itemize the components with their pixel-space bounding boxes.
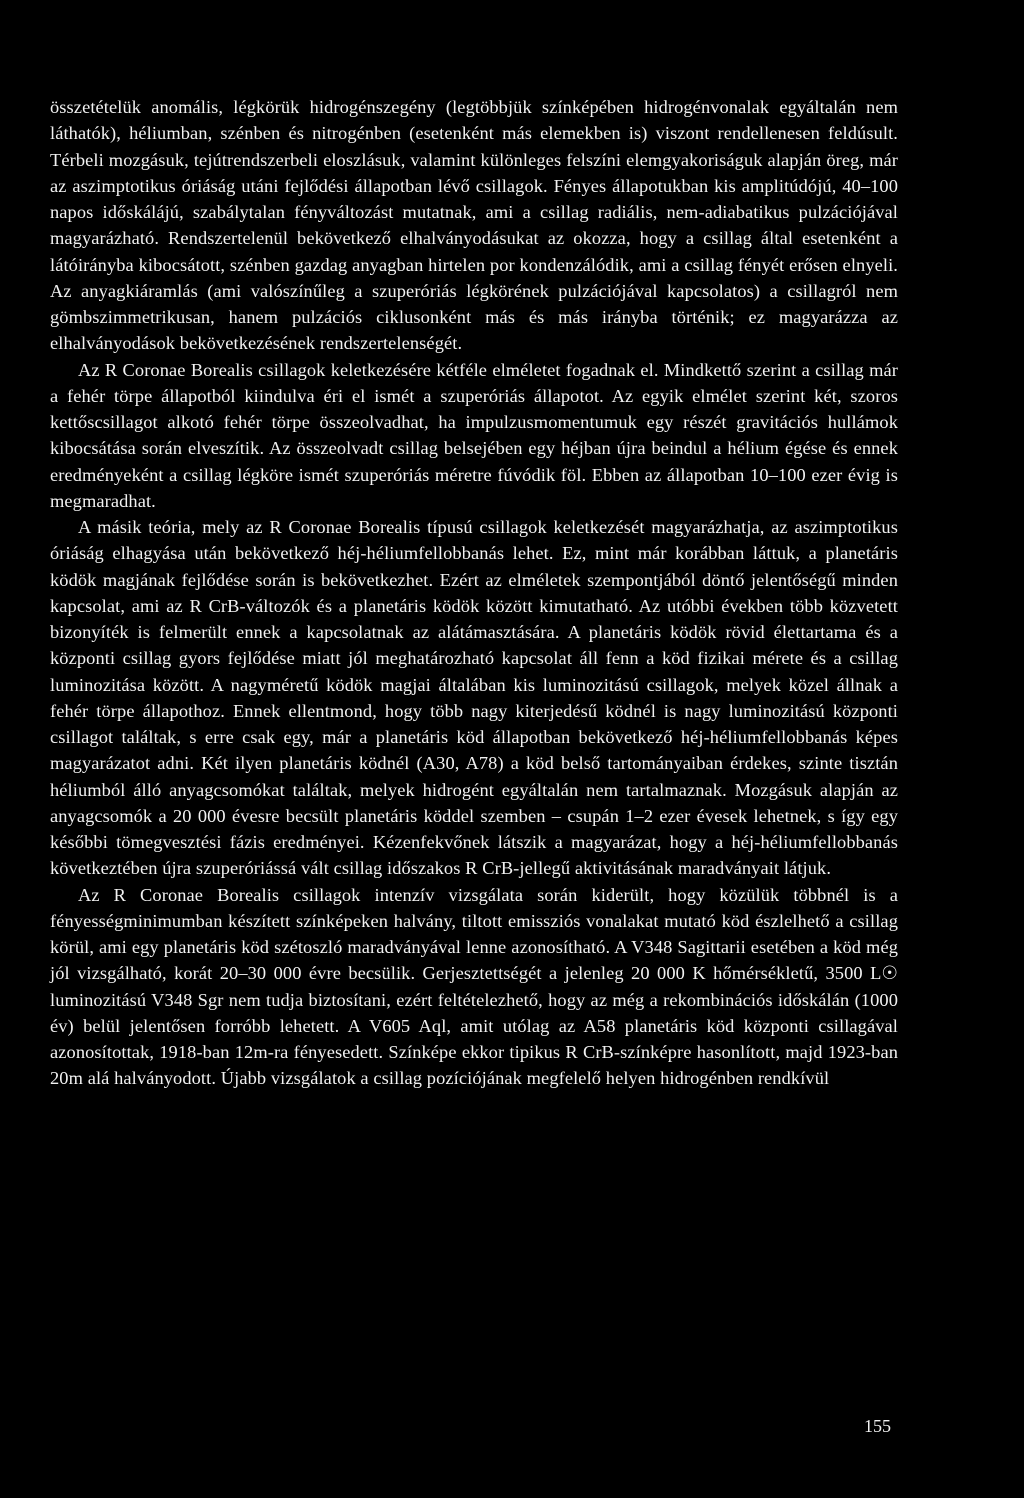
paragraph-4: Az R Coronae Borealis csillagok intenzív vizsgálata során kiderült, hogy közülük többnél is a fényességminimumban készített színképeken halvány, tiltott emissziós vonalakat mutató köd észlelhető a csillag körül, ami egy planetáris köd szétoszló maradványával lenne azonosítható. A V348 Sagittarii esetében a köd még jól vizsgálható, korát 20–30 000 évre becsülik. Gerjesztettségét a jelenleg 20 000 K hőmérsékletű, 3500 L☉ luminozitású V348 Sgr nem tudja biztosítani, ezért feltételezhető, hogy az még a rekombinációs időskálán (1000 év) belül jelentősen forróbb lehetett. A V605 Aql, amit utólag az A58 planetáris köd központi csillagával azonosítottak, 1918-ban 12m-ra fényesedett. Színképe ekkor tipikus R CrB-színképre hasonlított, majd 1923-ban 20m alá halványodott. Újabb vizsgálatok a csillag pozíciójának megfelelő helyen hidrogénben rendkívül (50, 884, 898, 1089)
paragraph-3: A másik teória, mely az R Coronae Borealis típusú csillagok keletkezését magyarázhatja, az aszimptotikus óriáság elhagyása után bekövetkező héj-héliumfellobbanás lehet. Ez, mint már korábban láttuk, a planetáris ködök magjának fejlődése során is bekövetkezhet. Ezért az elméletek szempontjából döntő jelentőségű minden kapcsolat, ami az R CrB-változók és a planetáris ködök között kimutatható. Az utóbbi években több közvetett bizonyíték is felmerült ennek a kapcsolatnak az alátámasztására. A planetáris ködök rövid élettartama és a központi csillag gyors fejlődése miatt jól meghatározható kapcsolat áll fenn a köd fizikai mérete és a csillag luminozitása között. A nagyméretű ködök magjai általában kis luminozitású csillagok, melyek közel állnak a fehér törpe állapothoz. Ennek ellentmond, hogy több nagy kiterjedésű ködnél is nagy luminozitású központi csillagot találtak, s erre csak egy, már a planetáris köd állapotban bekövetkező héj-héliumfellobbanás képes magyarázatot adni. Két ilyen planetáris ködnél (A30, A78) a köd belső tartományaiban érdekes, szinte tisztán héliumból álló anyagcsomókat találtak, melyek hidrogént egyáltalán nem tartalmaznak. Mozgásuk alapján az anyagcsomók a 20 000 évesre becsült planetáris köddel szemben – csupán 1–2 ezer évesek lehetnek, s így egy későbbi tömegvesztési fázis eredményei. Kézenfekvőnek látszik a magyarázat, hogy a héj-héliumfellobbanás következtében újra szuperóriássá vált csillag időszakos R CrB-jellegű aktivitásának maradványait látjuk. (50, 517, 898, 879)
paragraph-1: összetételük anomális, légkörük hidrogénszegény (legtöbbjük színképében hidrogénvonalak egyáltalán nem láthatók), héliumban, szénben és nitrogénben (esetenként más elemekben is) viszont rendellenesen feldúsult. Térbeli mozgásuk, tejútrendszerbeli eloszlásuk, valamint különleges felszíni elemgyakoriságuk alapján öreg, már az aszimptotikus óriáság utáni fejlődési állapotban lévő csillagok. Fényes állapotukban kis amplitúdójú, 40–100 napos időskálájú, szabálytalan fényváltozást mutatnak, ami a csillag radiális, nem-adiabatikus pulzációjával magyarázható. Rendszertelenül bekövetkező elhalványodásukat az okozza, hogy a csillag által esetenként a látóirányba kibocsátott, szénben gazdag anyagban hirtelen por kondenzálódik, ami a csillag fényét erősen elnyeli. Az anyagkiáramlás (ami valószínűleg a szuperóriás légkörének pulzációjával kapcsolatos) a csillagról nem gömbszimmetrikusan, hanem pulzációs ciklusonként más és más irányba történik; ez magyarázza az elhalványodások bekövetkezésének rendszertelenségét. (50, 97, 898, 354)
page-number: 155 (864, 1416, 891, 1436)
body-text (50, 94, 898, 1092)
paragraph-2: Az R Coronae Borealis csillagok keletkezésére kétféle elméletet fogadnak el. Mindkettő szerint a csillag már a fehér törpe állapotból kiindulva éri el ismét a szuperóriás állapotot. Az egyik elmélet szerint két, szoros kettőscsillagot alkotó fehér törpe összeolvadhat, ha impulzusmomentumuk egy részét gravitációs hullámok kibocsátása során elveszítik. Az összeolvadt csillag belsejében egy héjban újra beindul a hélium égése és ennek eredményeként a csillag légköre ismét szuperóriás méretre fúvódik föl. Ebben az állapotban 10–100 ezer évig is megmaradhat. (50, 359, 898, 511)
